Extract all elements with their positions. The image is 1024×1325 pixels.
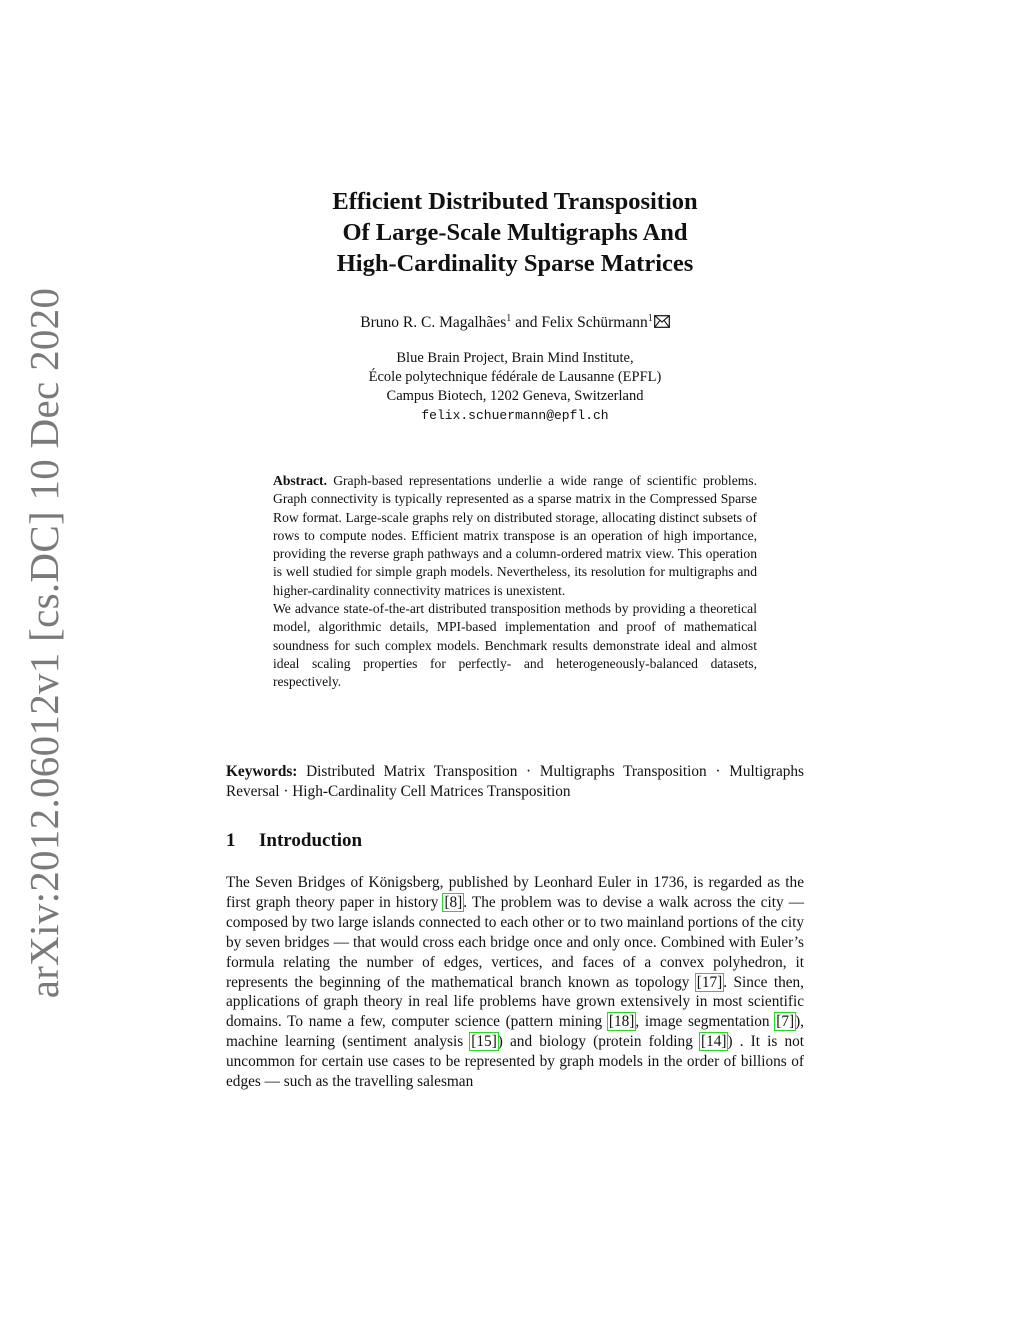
intro-text: ) . It is not uncommon for certain use cases to be represented by graph models in the order of billions of edges — such as the travelling salesman [226,1033,804,1091]
envelope-icon [654,315,670,328]
author-conjunction: and [511,314,542,332]
author-name: Bruno R. C. Magalhães [360,314,507,332]
citation-link[interactable]: [17] [696,973,723,991]
citation-link[interactable]: [8] [444,893,463,911]
author-email-link[interactable]: felix.schuermann@epfl.ch [421,408,609,423]
abstract-paragraph: We advance state-of-the-art distributed transposition methods by providing a theoretical model, algorithmic details, MPI-based implementation and proof of mathematical soundness for such complex models. Benchmark results demonstrate ideal and almost ideal scaling properties for perfectly- and heterogeneously-balanced datasets, respectively. [273,601,757,690]
author-name: Felix Schürmann [541,314,648,332]
intro-text: . The problem was to devise a walk across the city — composed by two large islands connected to each other or to two mainland portions of the city by seven bridges — that would cross each bridge once and only once. Combined with Euler’s formula relating the number of edges, vertices, and faces of a convex polyhedron, it represents the beginning of the mathematical branch known as topology [226,893,804,991]
intro-text: ) and biology (protein folding [497,1033,700,1051]
abstract [273,472,757,692]
intro-paragraph [226,873,804,1092]
title-line-1: Efficient Distributed Transposition [332,188,698,215]
title-line-2: Of Large-Scale Multigraphs And [342,219,688,246]
abstract-paragraph [273,472,757,600]
arxiv-identifier [14,287,74,998]
citation-link[interactable]: [15] [471,1033,497,1051]
affiliation-line: Blue Brain Project, Brain Mind Institute, [396,350,634,366]
title-line-3: High-Cardinality Sparse Matrices [336,250,694,277]
arxiv-identifier-text: arXiv:2012.06012v1 [cs.DC] 10 Dec 2020 [21,287,67,998]
keywords [226,762,804,802]
citation-link[interactable]: [18] [608,1013,635,1031]
section-title: Introduction [259,830,363,851]
section-heading [226,830,362,852]
author-affiliation-mark: 1 [647,313,653,324]
abstract-text: Graph-based representations underlie a wide range of scientific problems. Graph connectivity is typically represented as a sparse matrix in the Compressed Sparse Row format. Large-scale graphs rely on distributed storage, allocating distinct subsets of rows to compute nodes. Efficient matrix transpose is an operation of high importance, providing the reverse graph pathways and a column-ordered matrix view. This operation is well studied for simple graph models. Nevertheless, its resolution for multigraphs and higher-cardinality connectivity matrices is unexistent. [273,473,757,598]
intro-text: , image segmentation [635,1013,776,1031]
keywords-label: Keywords: [226,763,298,780]
affiliation-block [226,349,804,425]
author-list [226,313,804,332]
affiliation-line: Campus Biotech, 1202 Geneva, Switzerland [386,388,644,404]
citation-link[interactable]: [7] [776,1013,795,1031]
affiliation-line: École polytechnique fédérale de Lausanne (EPFL) [368,369,662,385]
citation-link[interactable]: [14] [700,1033,727,1051]
section-number: 1 [226,830,236,851]
keywords-text: Distributed Matrix Transposition · Multigraphs Transposition · Multigraphs Reversal · High-Cardinality Cell Matrices Transposition [226,763,805,800]
intro-text: ), machine learning (sentiment analysis [226,1013,804,1051]
paper-title [226,186,804,279]
intro-text: . Since then, applications of graph theory in real life problems have grown extensively in most scientific domains. To name a few, computer science (pattern mining [226,973,804,1031]
intro-text: The Seven Bridges of Königsberg, published by Leonhard Euler in 1736, is regarded as the first graph theory paper in history [226,874,804,911]
abstract-label: Abstract. [273,473,327,488]
author-affiliation-mark: 1 [506,313,512,324]
